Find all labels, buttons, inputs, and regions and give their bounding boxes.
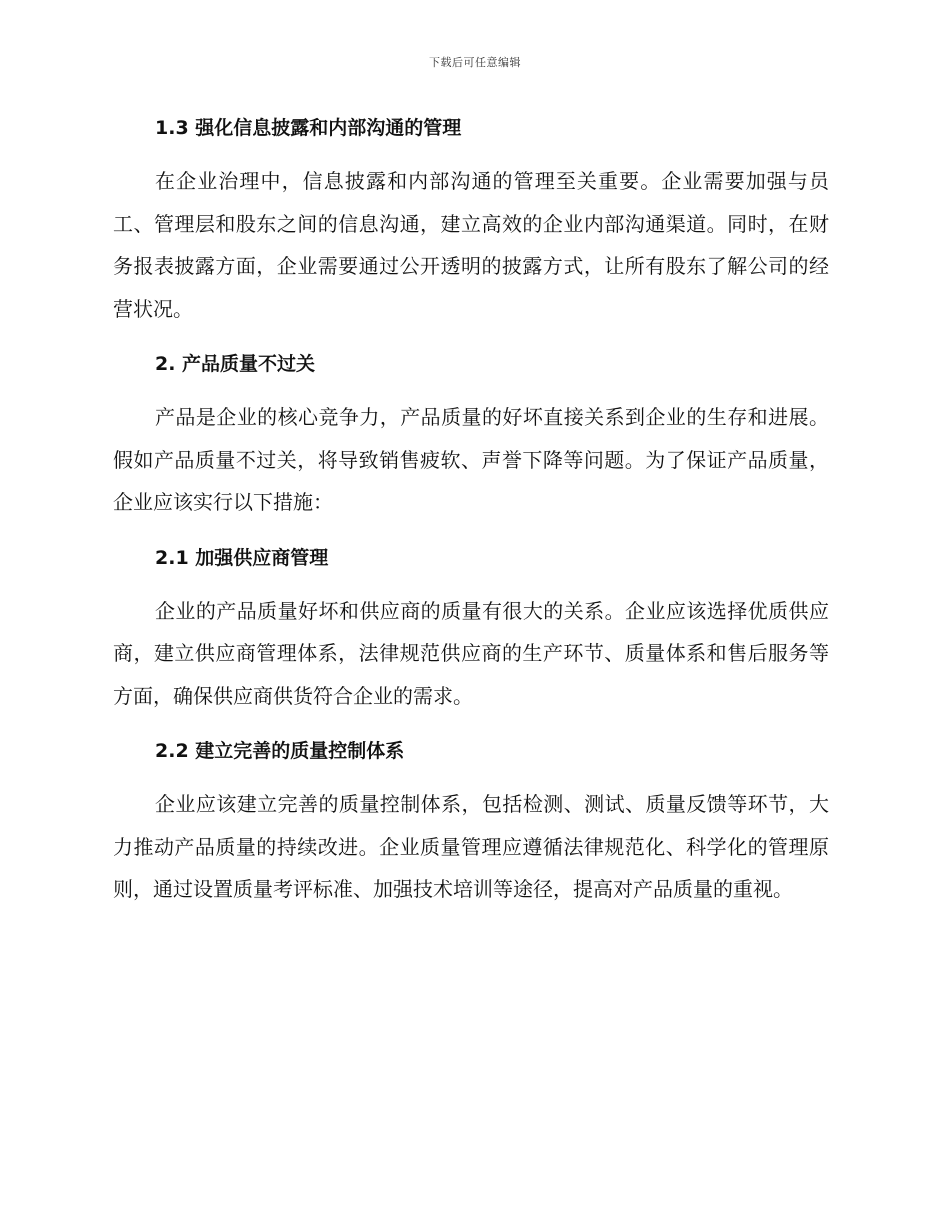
section-paragraph: 在企业治理中，信息披露和内部沟通的管理至关重要。企业需要加强与员工、管理层和股东之间的信息沟通，建立高效的企业内部沟通渠道。同时，在财务报表披露方面，企业需要通过公开透明的披露方式，让所有股东了解公司的经营状况。 [113, 169, 829, 321]
section-heading: 2.1 加强供应商管理 [155, 546, 329, 569]
section-heading: 2. 产品质量不过关 [155, 353, 316, 375]
document-body [113, 108, 829, 911]
section-paragraph: 企业应该建立完善的质量控制体系，包括检测、测试、质量反馈等环节，大力推动产品质量的持续改进。企业质量管理应遵循法律规范化、科学化的管理原则，通过设置质量考评标准、加强技术培训等途径，提高对产品质量的重视。 [113, 792, 829, 901]
section-heading: 2.2 建立完善的质量控制体系 [155, 740, 405, 762]
page-header: 下载后可任意编辑 [429, 56, 521, 69]
section-paragraph: 企业的产品质量好坏和供应商的质量有很大的关系。企业应该选择优质供应商，建立供应商管理体系，法律规范供应商的生产环节、质量体系和售后服务等方面，确保供应商供货符合企业的需求。 [113, 598, 829, 708]
section-paragraph: 产品是企业的核心竞争力，产品质量的好坏直接关系到企业的生存和进展。假如产品质量不过关，将导致销售疲软、声誉下降等问题。为了保证产品质量，企业应该实行以下措施： [113, 405, 829, 514]
section-heading: 1.3 强化信息披露和内部沟通的管理 [155, 117, 462, 139]
